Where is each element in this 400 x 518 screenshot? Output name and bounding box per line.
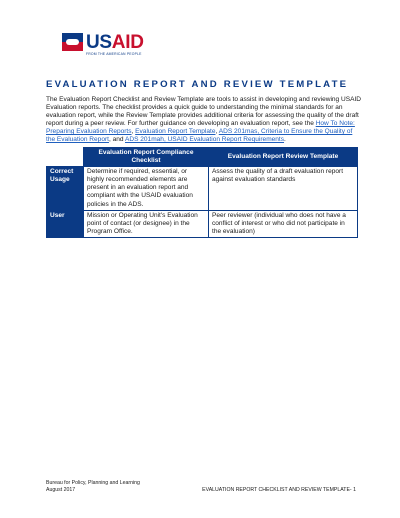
comparison-table bbox=[46, 147, 358, 238]
link-report-template[interactable]: Evaluation Report Template bbox=[135, 128, 216, 136]
cell-checklist-user: Mission or Operating Unit's Evaluation point of contact (or designee) in the Program Office. bbox=[84, 210, 209, 237]
logo-wordmark: USAID bbox=[86, 32, 144, 53]
row-label-correct-usage: Correct Usage bbox=[47, 167, 84, 210]
link-how-to-note[interactable]: How To Note: Preparing Evaluation Reports bbox=[46, 120, 355, 136]
header-compliance-checklist: Evaluation Report Compliance Checklist bbox=[84, 148, 209, 167]
footer-line-date: August 2017 bbox=[46, 486, 76, 493]
cell-template-usage: Assess the quality of a draft evaluation report against evaluation standards bbox=[209, 167, 358, 210]
footer-bureau bbox=[46, 480, 140, 493]
usaid-seal-icon bbox=[62, 33, 83, 51]
intro-paragraph: The Evaluation Report Checklist and Review Template are tools to assist in developing and reviewing USAID Evaluation reports. The checklist provides a quick guide to understanding the minimal standards for an evaluation report, while the Review Template provides additional criteria for assessing the quality of the draft report during a peer review. For further guidance on developing an evaluation report, see the How To Note: Preparing Evaluation Reports, Evaluation Report Template, ADS 201mas, Criteria to Ensure the Quality of the Evaluation Report, and ADS 201mah, USAID Evaluation Report Requirements. bbox=[46, 96, 362, 144]
header-review-template: Evaluation Report Review Template bbox=[209, 148, 358, 167]
table-row bbox=[47, 167, 358, 210]
row-label-user: User bbox=[47, 210, 84, 237]
usaid-logo bbox=[62, 33, 144, 56]
cell-template-user: Peer reviewer (individual who does not have a conflict of interest or who did not participate in the evaluation) bbox=[209, 210, 358, 237]
link-ads-201mah[interactable]: ADS 201mah, USAID Evaluation Report Requirements bbox=[125, 136, 285, 144]
page-title: EVALUATION REPORT AND REVIEW TEMPLATE bbox=[46, 79, 349, 90]
link-ads-201mas[interactable]: ADS 201mas, Criteria to Ensure the Quality of the Evaluation Report bbox=[46, 128, 353, 144]
logo-tagline: FROM THE AMERICAN PEOPLE bbox=[86, 52, 142, 56]
footer-page-label: EVALUATION REPORT CHECKLIST AND REVIEW TEMPLATE- 1 bbox=[202, 487, 356, 493]
table-row bbox=[47, 210, 358, 237]
table-header-row bbox=[47, 148, 358, 167]
table-corner bbox=[47, 148, 84, 167]
footer-line-bureau: Bureau for Policy, Planning and Learning bbox=[46, 480, 140, 486]
cell-checklist-usage: Determine if required, essential, or highly recommended elements are present in an evaluation report and compliant with the USAID evaluation policies in the ADS. bbox=[84, 167, 209, 210]
